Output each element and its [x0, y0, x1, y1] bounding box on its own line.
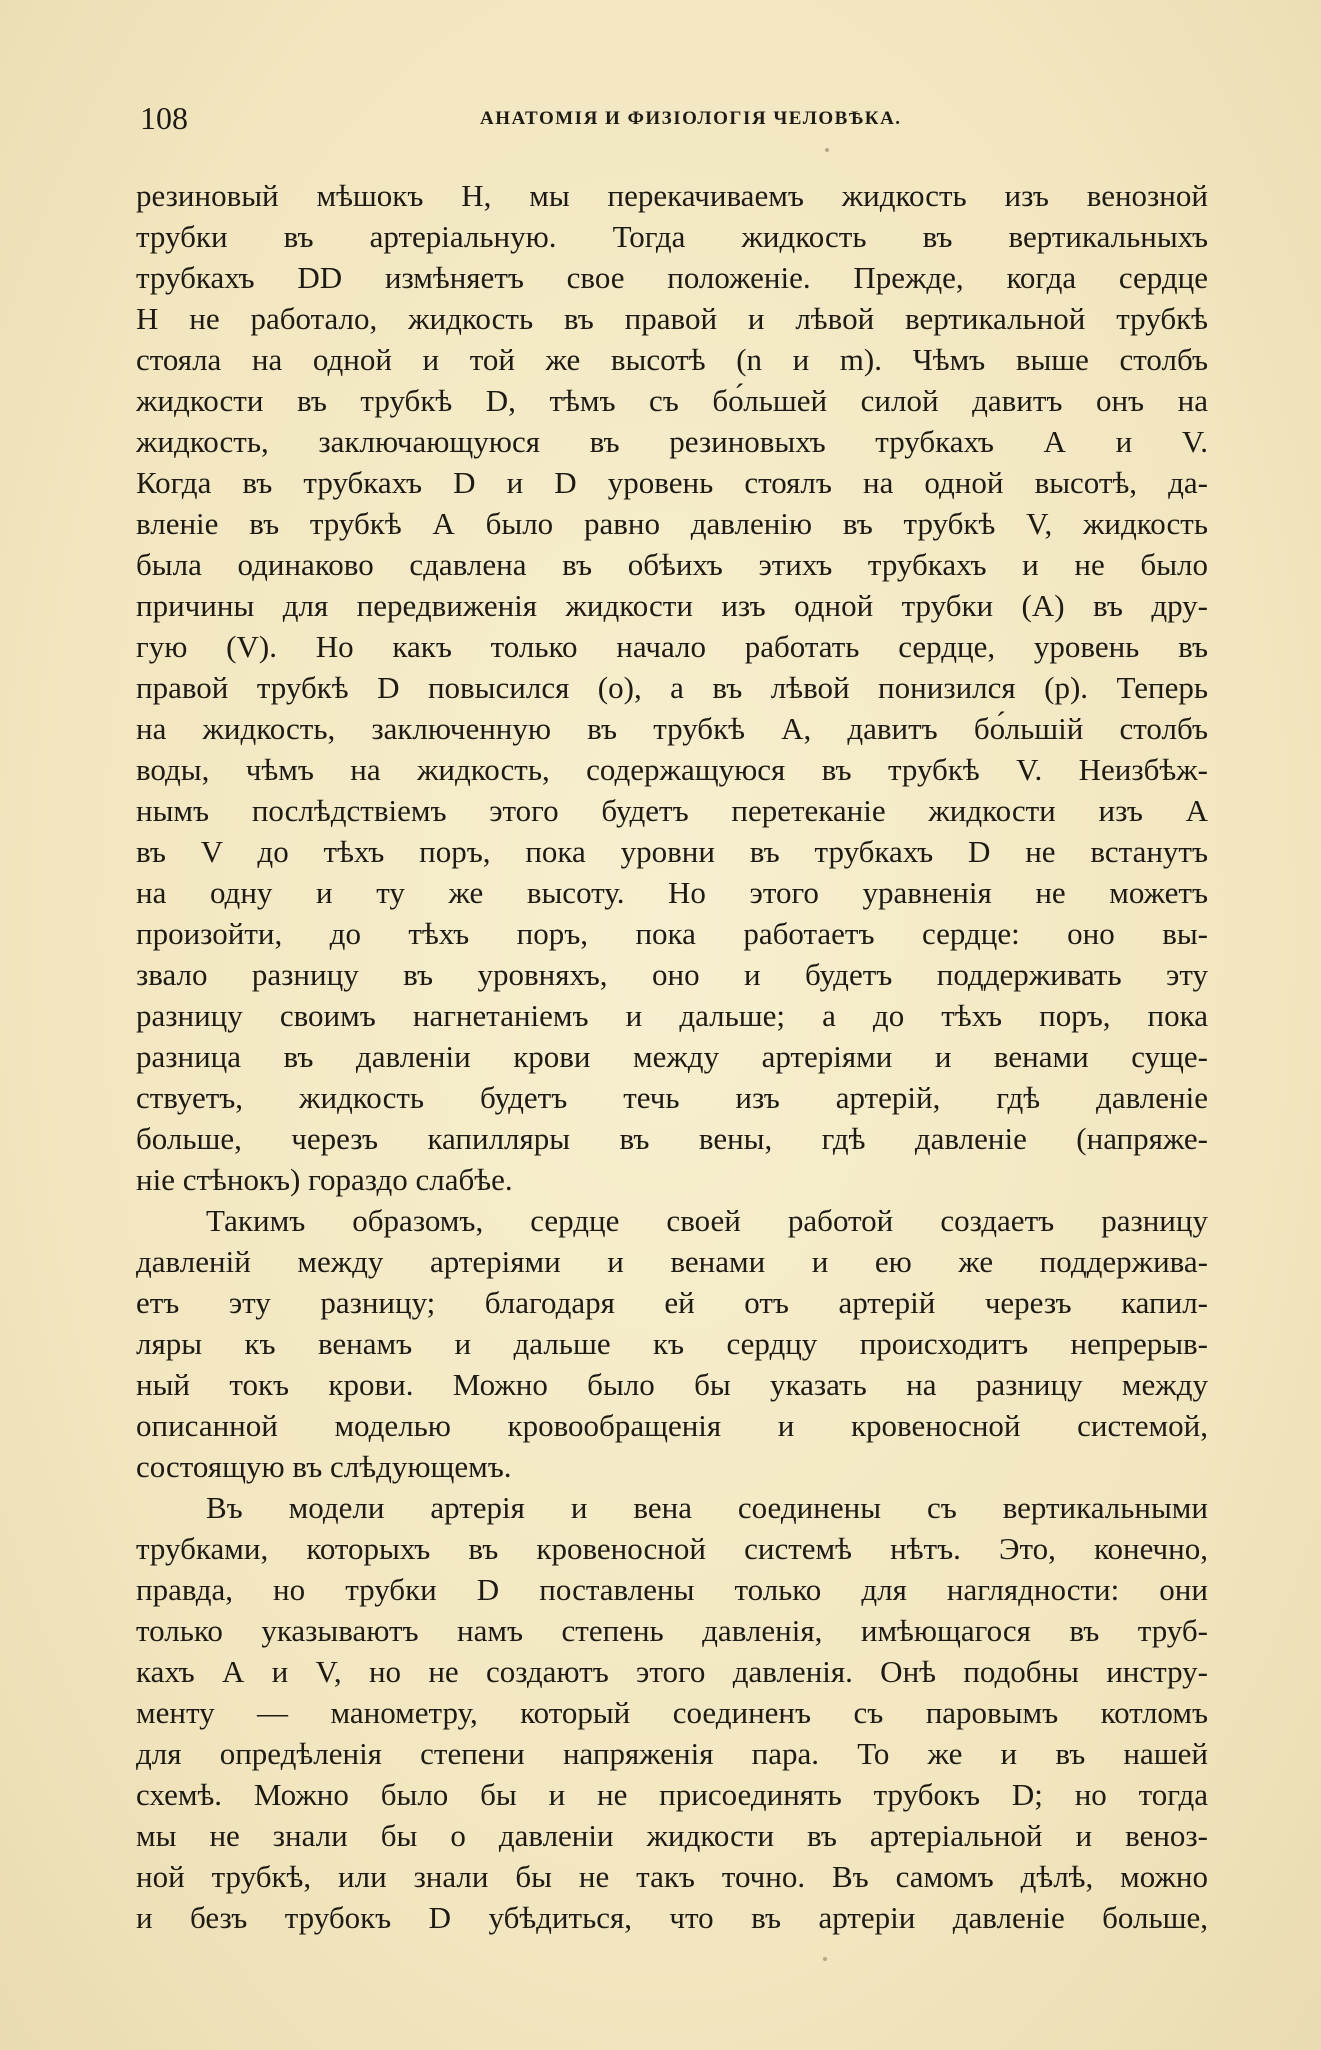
text-line: резиновый мѣшокъ Н, мы перекачиваемъ жидкость изъ венозной: [136, 178, 1208, 213]
text-line: етъ эту разницу; благодаря ей отъ артерій черезъ капил-: [136, 1285, 1208, 1320]
text-line: причины для передвиженія жидкости изъ одной трубки (А) въ дру-: [136, 588, 1208, 623]
text-line: правда, но трубки D поставлены только для наглядности: они: [136, 1572, 1208, 1607]
text-line: произойти, до тѣхъ поръ, пока работаетъ сердце: оно вы-: [136, 916, 1208, 951]
text-line: давленій между артеріями и венами и ею же поддержива-: [136, 1244, 1208, 1279]
text-line: мы не знали бы о давленіи жидкости въ артеріальной и веноз-: [136, 1818, 1208, 1853]
text-line: нымъ послѣдствіемъ этого будетъ перетеканіе жидкости изъ А: [136, 793, 1208, 828]
text-line: на жидкость, заключенную въ трубкѣ А, давитъ бо́льшій столбъ: [136, 711, 1208, 746]
text-line: больше, черезъ капилляры въ вены, гдѣ давленіе (напряже-: [136, 1121, 1208, 1156]
text-line: стояла на одной и той же высотѣ (n и m). Чѣмъ выше столбъ: [136, 342, 1208, 377]
text-line: ствуетъ, жидкость будетъ течь изъ артерій, гдѣ давленіе: [136, 1080, 1208, 1115]
text-line: жидкость, заключающуюся въ резиновыхъ трубкахъ А и V.: [136, 424, 1208, 459]
paper-speck: [823, 1957, 827, 1961]
text-line: Такимъ образомъ, сердце своей работой создаетъ разницу: [206, 1203, 1208, 1238]
paragraph-3: [136, 1487, 1208, 1938]
text-line: трубкахъ DD измѣняетъ свое положеніе. Прежде, когда сердце: [136, 260, 1208, 295]
text-line: правой трубкѣ D повысился (о), а въ лѣвой понизился (р). Теперь: [136, 670, 1208, 705]
text-line: Н не работало, жидкость въ правой и лѣвой вертикальной трубкѣ: [136, 301, 1208, 336]
text-line: ляры къ венамъ и дальше къ сердцу происходитъ непрерыв-: [136, 1326, 1208, 1361]
text-line: описанной моделью кровообращенія и кровеносной системой,: [136, 1408, 1208, 1443]
text-line: разница въ давленіи крови между артеріями и венами суще-: [136, 1039, 1208, 1074]
text-line: жидкости въ трубкѣ D, тѣмъ съ бо́льшей силой давитъ онъ на: [136, 383, 1208, 418]
text-line: вленіе въ трубкѣ А было равно давленію въ трубкѣ V, жидкость: [136, 506, 1208, 541]
paper-speck: [825, 148, 829, 152]
text-line: трубки въ артеріальную. Тогда жидкость въ вертикальныхъ: [136, 219, 1208, 254]
page-number: 108: [140, 100, 188, 136]
text-line: трубками, которыхъ въ кровеносной системѣ нѣтъ. Это, конечно,: [136, 1531, 1208, 1566]
text-line: разницу своимъ нагнетаніемъ и дальше; а до тѣхъ поръ, пока: [136, 998, 1208, 1033]
text-line: на одну и ту же высоту. Но этого уравненія не можетъ: [136, 875, 1208, 910]
text-line: Когда въ трубкахъ D и D уровень стоялъ на одной высотѣ, да-: [136, 465, 1208, 500]
page-header: [140, 98, 1200, 138]
text-line: гую (V). Но какъ только начало работать сердце, уровень въ: [136, 629, 1208, 664]
text-line: ніе стѣнокъ) гораздо слабѣе.: [136, 1162, 513, 1197]
body-text: [136, 175, 1208, 1938]
text-line: воды, чѣмъ на жидкость, содержащуюся въ трубкѣ V. Неизбѣж-: [136, 752, 1208, 787]
text-line: въ V до тѣхъ поръ, пока уровни въ трубкахъ D не встанутъ: [136, 834, 1208, 869]
text-line: и безъ трубокъ D убѣдиться, что въ артеріи давленіе больше,: [136, 1900, 1208, 1935]
text-line: для опредѣленія степени напряженія пара. То же и въ нашей: [136, 1736, 1208, 1771]
text-line: состоящую въ слѣдующемъ.: [136, 1449, 512, 1484]
text-line: была одинаково сдавлена въ обѣихъ этихъ трубкахъ и не было: [136, 547, 1208, 582]
text-line: звало разницу въ уровняхъ, оно и будетъ поддерживать эту: [136, 957, 1208, 992]
text-line: Въ модели артерія и вена соединены съ вертикальными: [206, 1490, 1208, 1525]
text-line: ный токъ крови. Можно было бы указать на разницу между: [136, 1367, 1208, 1402]
text-line: кахъ А и V, но не создаютъ этого давленія. Онѣ подобны инстру-: [136, 1654, 1208, 1689]
running-head: АНАТОМІЯ И ФИЗІОЛОГІЯ ЧЕЛОВѢКА.: [480, 108, 902, 129]
text-line: только указываютъ намъ степень давленія, имѣющагося въ труб-: [136, 1613, 1208, 1648]
text-line: схемѣ. Можно было бы и не присоединять трубокъ D; но тогда: [136, 1777, 1208, 1812]
text-line: ной трубкѣ, или знали бы не такъ точно. Въ самомъ дѣлѣ, можно: [136, 1859, 1208, 1894]
text-line: менту — манометру, который соединенъ съ паровымъ котломъ: [136, 1695, 1208, 1730]
paragraph-1: [136, 175, 1208, 1200]
paragraph-2: [136, 1200, 1208, 1487]
